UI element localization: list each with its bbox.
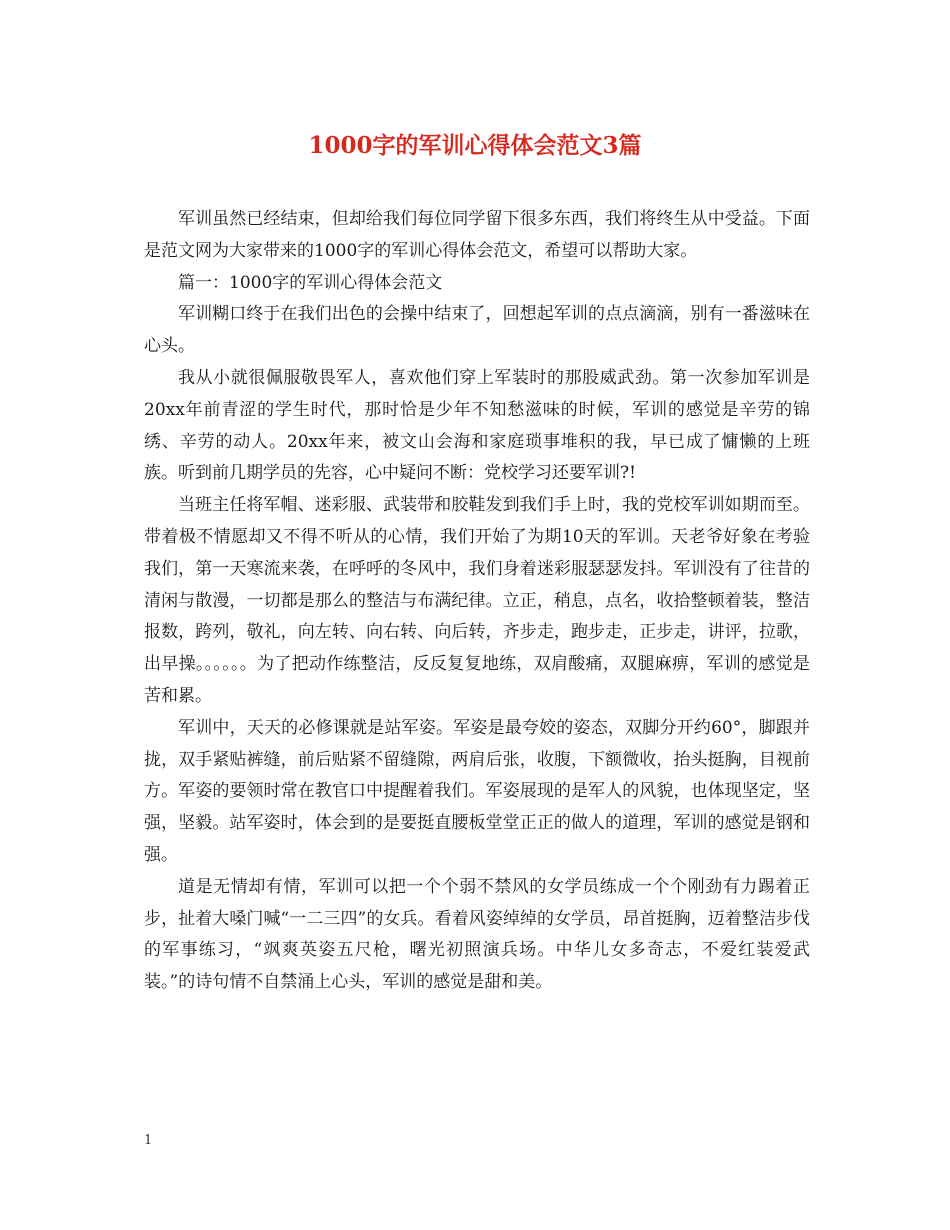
document-body <box>144 204 810 999</box>
paragraph-5: 道是无情却有情，军训可以把一个个弱不禁风的女学员练成一个个刚劲有力踢着正步，扯着大嗓门喊“一二三四”的女兵。看着风姿绰绰的女学员，昂首挺胸，迈着整洁步伐的军事练习，“飒爽英姿五尺枪，曙光初照演兵场。中华儿女多奇志，不爱红装爱武装。”的诗句情不自禁涌上心头，军训的感觉是甜和美。 <box>144 876 810 993</box>
paragraph-section-heading: 篇一：1000字的军训心得体会范文 <box>178 272 443 293</box>
paragraph-3: 当班主任将军帽、迷彩服、武装带和胶鞋发到我们手上时，我的党校军训如期而至。带着极不情愿却又不得不听从的心情，我们开始了为期10天的军训。天老爷好象在考验我们，第一天寒流来袭，在呼呼的冬风中，我们身着迷彩服瑟瑟发抖。军训没有了往昔的清闲与散漫，一切都是那么的整洁与布满纪律。立正，稍息，点名，收拾整顿着装，整洁报数，跨列，敬礼，向左转、向右转、向后转，齐步走，跑步走，正步走，讲评，拉歌，出早操。。。。。。为了把动作练整洁，反反复复地练，双肩酸痛，双腿麻痹，军训的感觉是苦和累。 <box>144 495 810 706</box>
paragraph-intro: 军训虽然已经结束，但却给我们每位同学留下很多东西，我们将终生从中受益。下面是范文网为大家带来的1000字的军训心得体会范文，希望可以帮助大家。 <box>144 209 810 261</box>
page-number: 1 <box>144 1133 153 1148</box>
document-title: 1000字的军训心得体会范文3篇 <box>308 132 642 159</box>
paragraph-1: 军训糊口终于在我们出色的会操中结束了，回想起军训的点点滴滴，别有一番滋味在心头。 <box>144 304 810 357</box>
paragraph-4: 军训中，天天的必修课就是站军姿。军姿是最夸姣的姿态，双脚分开约60°，脚跟并拢，双手紧贴裤缝，前后贴紧不留缝隙，两肩后张，收腹，下额微收，抬头挺胸，目视前方。军姿的要领时常在教官口中提醒着我们。军姿展现的是军人的风貌，也体现坚定，坚强，坚毅。站军姿时，体会到的是要挺直腰板堂堂正正的做人的道理，军训的感觉是钢和强。 <box>144 717 810 865</box>
paragraph-2: 我从小就很佩服敬畏军人，喜欢他们穿上军装时的那股威武劲。第一次参加军训是20xx年前青涩的学生时代，那时恰是少年不知愁滋味的时候，军训的感觉是辛劳的锦绣、辛劳的动人。20xx年来，被文山会海和家庭琐事堆积的我，早已成了慵懒的上班族。听到前几期学员的先容，心中疑问不断：党校学习还要军训?! <box>144 367 810 484</box>
